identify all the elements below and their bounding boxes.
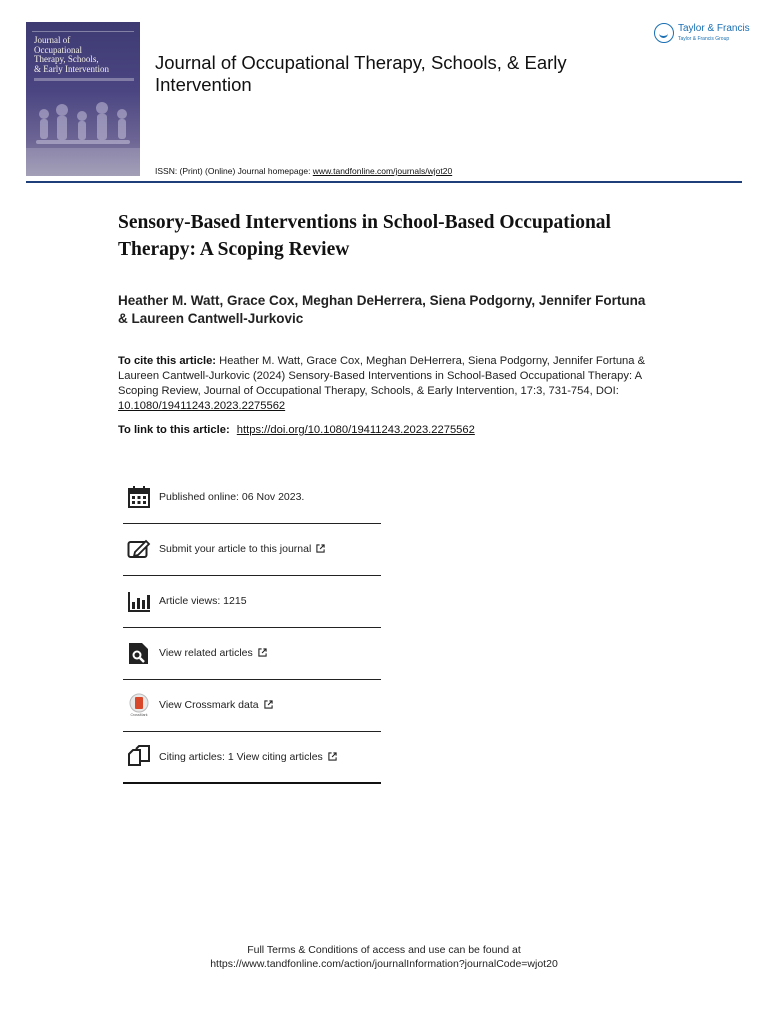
article-views-label: Article views: 1215: [159, 595, 247, 607]
external-link-icon: [258, 648, 267, 657]
article-title: Sensory-Based Interventions in School-Based Occupational Therapy: A Scoping Review: [118, 212, 611, 260]
article-url-link[interactable]: https://doi.org/10.1080/19411243.2023.2275562: [236, 424, 475, 436]
external-link-icon: [328, 752, 337, 761]
published-online-label: Published online: 06 Nov 2023.: [159, 491, 305, 503]
external-link-icon: [316, 544, 325, 553]
link-label: To link to this article:: [118, 424, 230, 436]
article-info-list: [123, 472, 381, 784]
external-link-icon: [264, 700, 273, 709]
published-online-row: [123, 472, 381, 524]
journal-cover-image: [26, 22, 140, 176]
journal-homepage-link[interactable]: www.tandfonline.com/journals/wjot20: [312, 166, 453, 176]
crossmark-row[interactable]: [123, 680, 381, 732]
edit-icon: [127, 537, 151, 561]
crossmark-icon: [127, 693, 151, 717]
bar-chart-icon: [127, 589, 151, 613]
crossmark-link[interactable]: View Crossmark data: [159, 699, 273, 711]
calendar-icon: [127, 485, 151, 509]
issn-line: ISSN: (Print) (Online) Journal homepage: www.tandfonline.com/journals/wjot20: [155, 166, 453, 176]
terms-url[interactable]: https://www.tandfonline.com/action/journalInformation?journalCode=wjot20: [210, 958, 558, 970]
cite-text: Heather M. Watt, Grace Cox, Meghan DeHerrera, Siena Podgorny, Jennifer Fortuna & Laureen Cantwell-Jurkovic (2024) Sensory-Based Interventions in School-Based Occupational Therapy: A Scoping Review, Journal of Occupational Therapy, Schools, & Early Intervention, 17:3, 731-754, DOI:: [118, 355, 646, 397]
article-authors: Heather M. Watt, Grace Cox, Meghan DeHerrera, Siena Podgorny, Jennifer Fortuna & Laureen Cantwell-Jurkovic: [118, 293, 646, 326]
related-articles-row[interactable]: [123, 628, 381, 680]
related-articles-link[interactable]: View related articles: [159, 647, 267, 659]
terms-footer: Full Terms & Conditions of access and use can be found at https://www.tandfonline.com/action/journalInformation?journalCode=wjot20: [0, 943, 768, 971]
journal-title: Journal of Occupational Therapy, Schools, & Early Intervention: [155, 52, 567, 95]
submit-article-row[interactable]: [123, 524, 381, 576]
cover-children-illustration: [26, 92, 140, 176]
submit-article-link[interactable]: Submit your article to this journal: [159, 543, 325, 555]
search-document-icon: [127, 641, 151, 665]
cite-label: To cite this article:: [118, 355, 217, 367]
citing-articles-row[interactable]: [123, 732, 381, 784]
taylor-francis-logo-icon: [654, 23, 674, 43]
cover-title: Journal of Occupational Therapy, Schools, & Early Intervention: [34, 35, 109, 74]
citation-block: [118, 354, 648, 414]
article-views-row: [123, 576, 381, 628]
crossmark-caption: CrossMark: [130, 713, 148, 717]
doi-link[interactable]: 10.1080/19411243.2023.2275562: [118, 400, 286, 412]
header-divider: [26, 181, 742, 183]
taylor-francis-logo[interactable]: Taylor & Francis Taylor & Francis Group: [654, 22, 746, 46]
citing-articles-link[interactable]: Citing articles: 1 View citing articles: [159, 751, 337, 763]
citing-icon: [127, 745, 151, 769]
article-link-line: [118, 424, 475, 436]
